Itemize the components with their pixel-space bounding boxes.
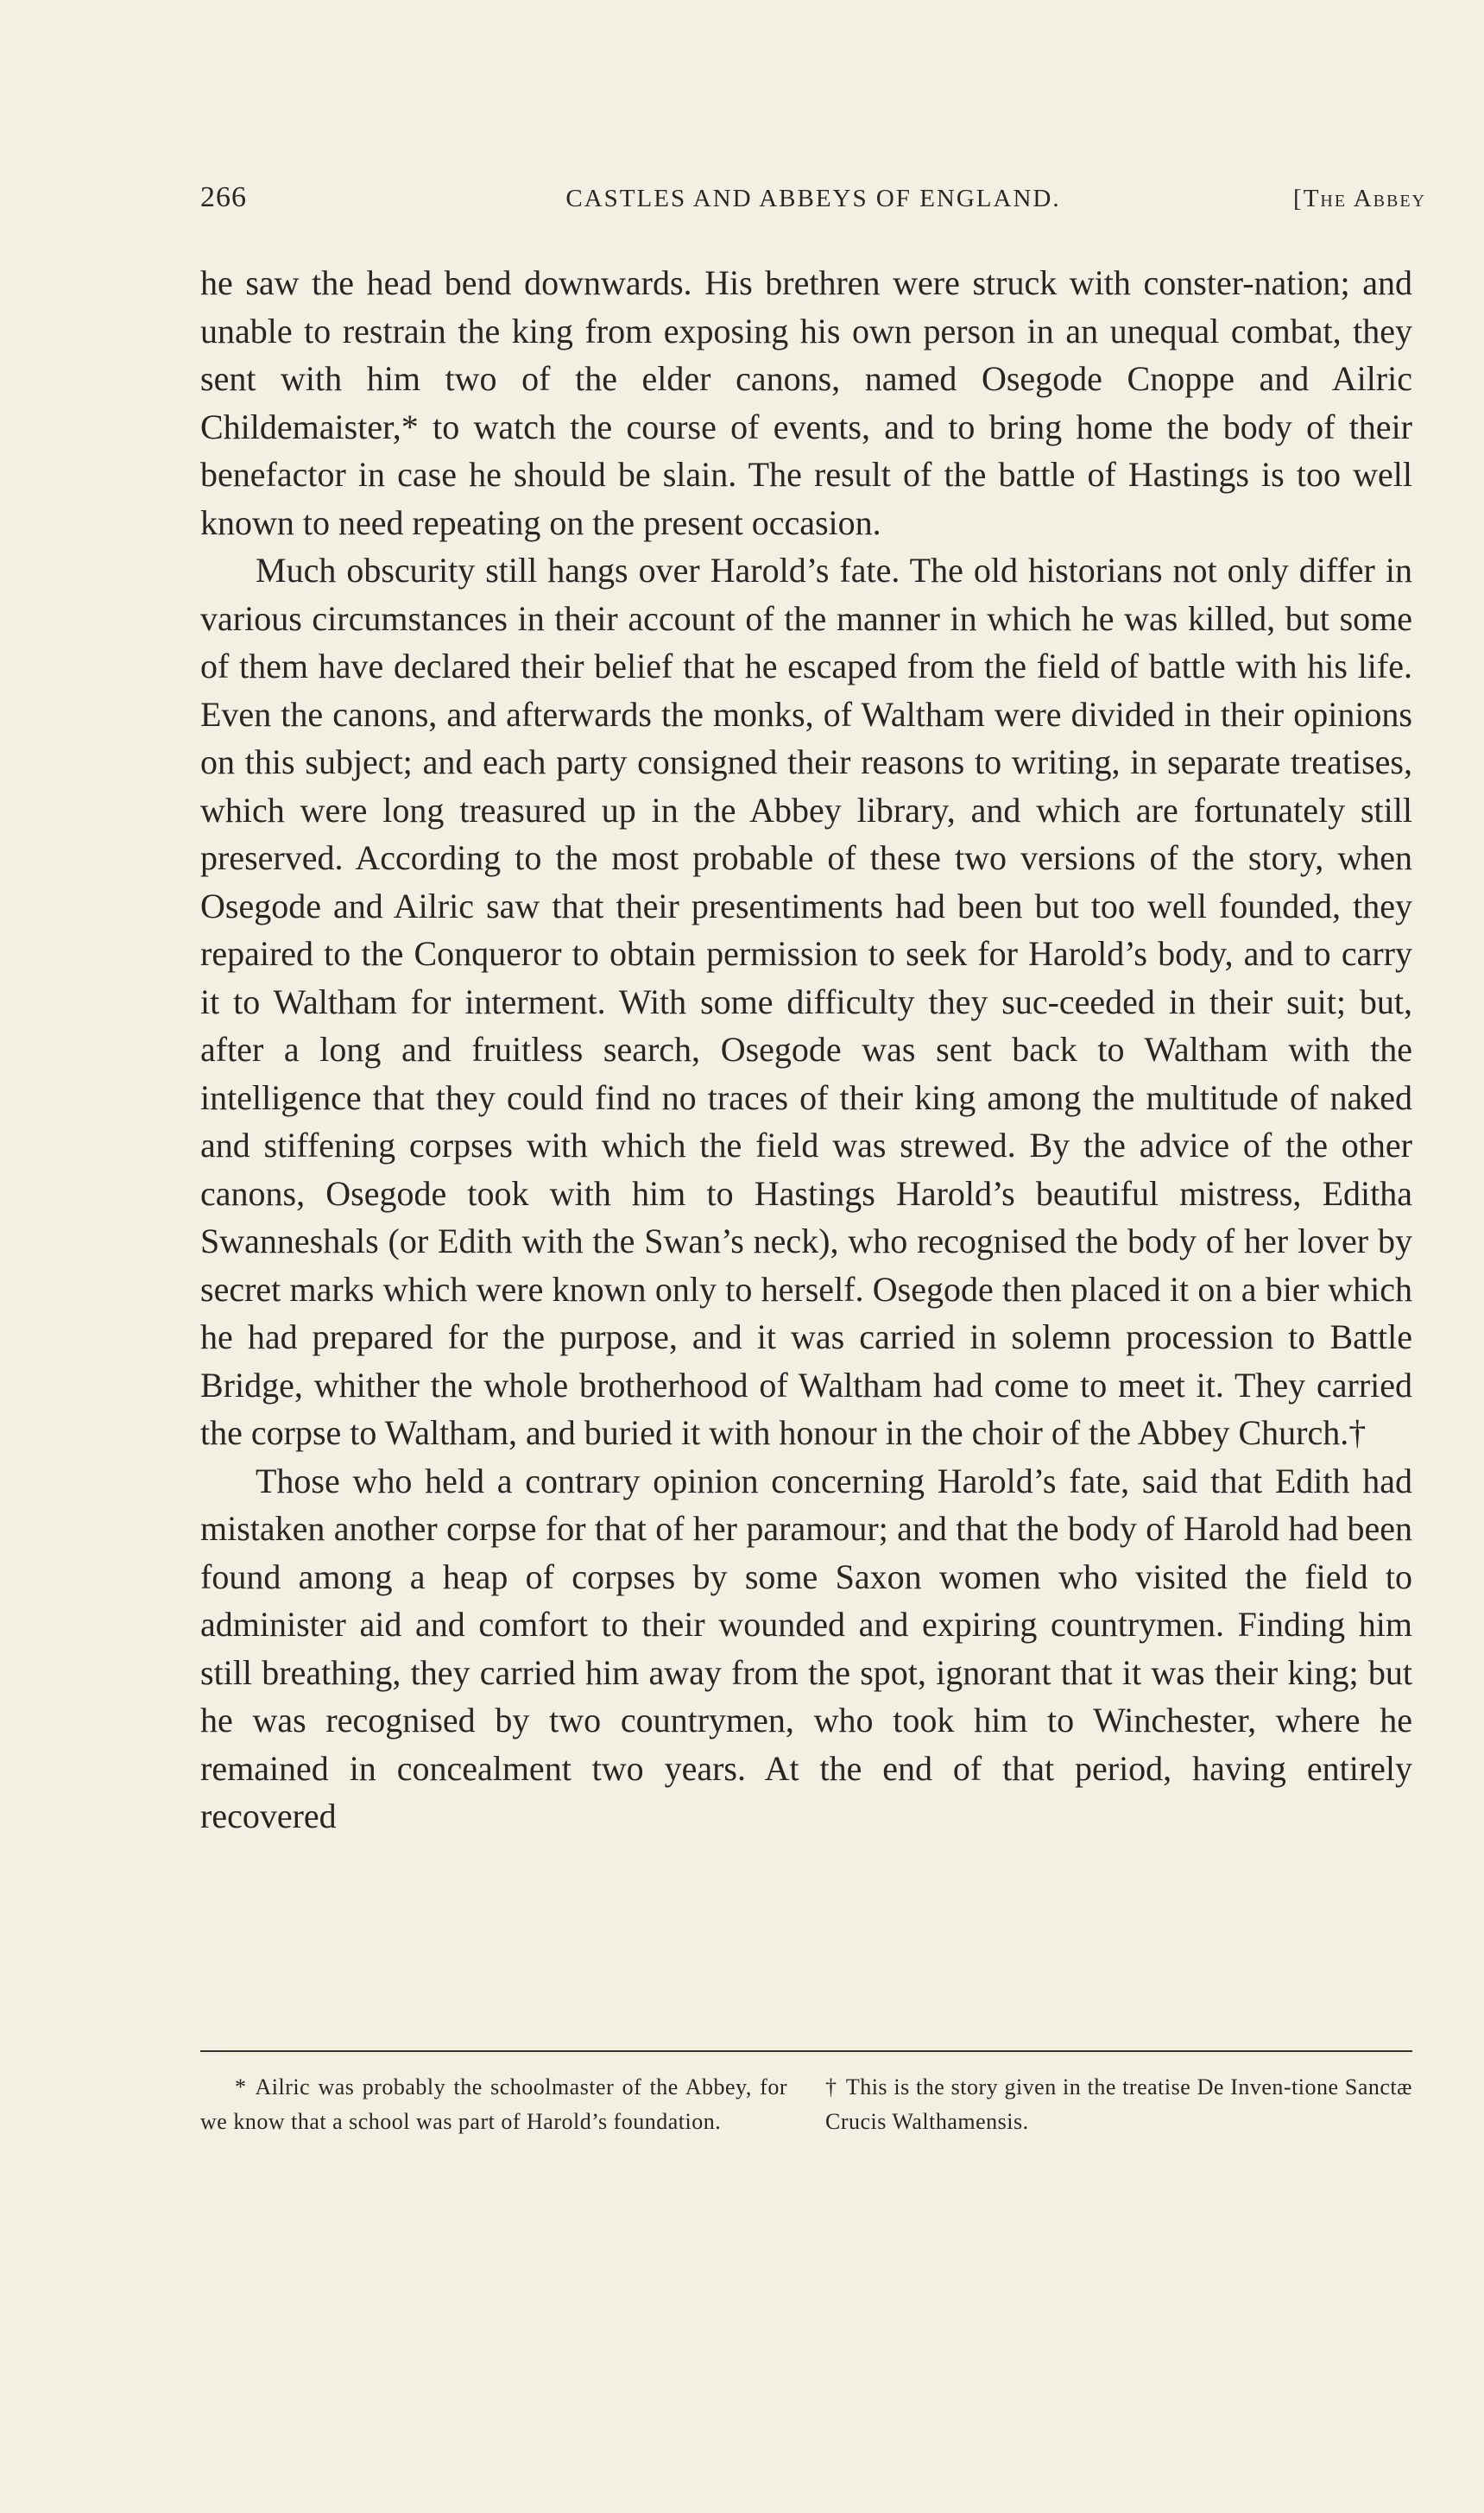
footnote-divider [200, 2050, 1412, 2052]
footnote-2-text: This is the story given in the treatise De Inven-tione Sanctæ Crucis Walthamensis. [825, 2074, 1412, 2134]
section-title: [The Abbey [1293, 185, 1426, 212]
paragraph-2: Much obscurity still hangs over Harold’s fate. The old historians not only differ in various circumstances in their account of the manner in which he was killed, but some of them have declared their belief that he escaped from the field of battle with his life. Even the canons, and afterwards the monks, of Waltham were divided in their opinions on this subject; and each party consigned their reasons to writing, in separate treatises, which were long treasured up in the Abbey library, and which are fortunately still preserved. According to the most probable of these two versions of the story, when Osegode and Ailric saw that their presentiments had been but too well founded, they repaired to the Conqueror to obtain permission to seek for Harold’s body, and to carry it to Waltham for interment. With some difficulty they suc-ceeded in their suit; but, after a long and fruitless search, Osegode was sent back to Waltham with the intelligence that they could find no traces of their king among the multitude of naked and stiffening corpses with which the field was strewed. By the advice of the other canons, Osegode took with him to Hastings Harold’s beautiful mistress, Editha Swanneshals (or Edith with the Swan’s neck), who recognised the body of her lover by secret marks which were known only to herself. Osegode then placed it on a bier which he had prepared for the purpose, and it was carried in solemn procession to Battle Bridge, whither the whole brotherhood of Waltham had come to meet it. They carried the corpse to Waltham, and buried it with honour in the choir of the Abbey Church.† [200, 551, 1412, 1452]
page-header [200, 181, 1426, 224]
paragraph-1: he saw the head bend downwards. His brethren were struck with conster-nation; and unable to restrain the king from exposing his own person in an unequal combat, they sent with him two of the elder canons, named Osegode Cnoppe and Ailric Childemaister,* to watch the course of events, and to bring home the body of their benefactor in case he should be slain. The result of the battle of Hastings is too well known to need repeating on the present occasion. [200, 263, 1412, 542]
running-title: CASTLES AND ABBEYS OF ENGLAND. [565, 185, 1061, 212]
footnote-1-mark: * [235, 2074, 247, 2099]
footnote-2-mark: † [825, 2074, 837, 2099]
footnote-1-text: Ailric was probably the schoolmaster of the Abbey, for we know that a school was part of Harold’s foundation. [200, 2074, 787, 2134]
paragraph-3: Those who held a contrary opinion concerning Harold’s fate, said that Edith had mistaken another corpse for that of her paramour; and that the body of Harold had been found among a heap of corpses by some Saxon women who visited the field to administer aid and comfort to their wounded and expiring countrymen. Finding him still breathing, they carried him away from the spot, ignorant that it was their king; but he was recognised by two countrymen, who took him to Winchester, where he remained in concealment two years. At the end of that period, having entirely recovered [200, 1461, 1412, 1835]
footnote-1 [200, 2070, 787, 2139]
page-number: 266 [200, 181, 247, 213]
footnote-2 [825, 2070, 1412, 2139]
body-text [200, 259, 1412, 1841]
footnotes [200, 2070, 1412, 2139]
